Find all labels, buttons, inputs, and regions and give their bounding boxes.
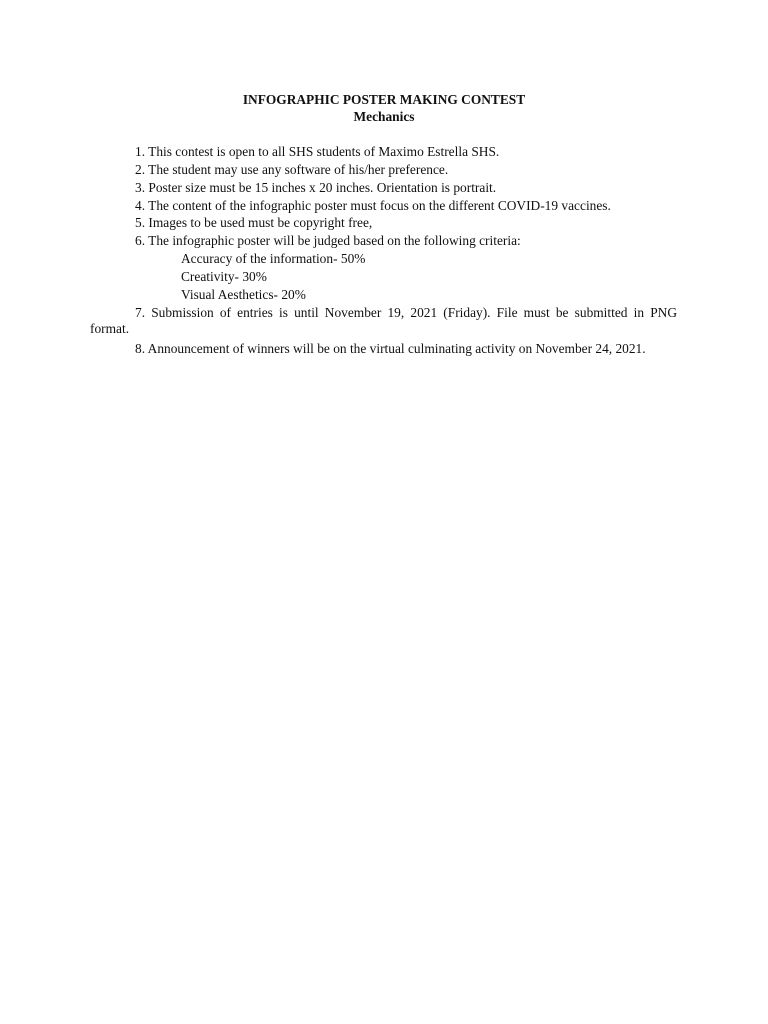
mechanics-item-8: 8. Announcement of winners will be on the virtual culminating activity on November 24, 2021.: [135, 341, 646, 356]
document-subtitle: Mechanics: [353, 109, 415, 124]
mechanics-item-6: 6. The infographic poster will be judged based on the following criteria:: [135, 233, 521, 248]
criteria-item-visual-aesthetics: Visual Aesthetics- 20%: [181, 287, 306, 302]
criteria-item-accuracy: Accuracy of the information- 50%: [181, 251, 366, 266]
criteria-item-creativity: Creativity- 30%: [181, 269, 267, 284]
mechanics-item-1: 1. This contest is open to all SHS students of Maximo Estrella SHS.: [135, 144, 500, 159]
mechanics-item-7: 7. Submission of entries is until November 19, 2021 (Friday). File must be submitted in PNG format.: [90, 305, 677, 336]
document-title: INFOGRAPHIC POSTER MAKING CONTEST: [242, 92, 526, 107]
mechanics-item-4: 4. The content of the infographic poster must focus on the different COVID-19 vaccines.: [135, 198, 611, 213]
mechanics-item-3: 3. Poster size must be 15 inches x 20 inches. Orientation is portrait.: [135, 180, 497, 195]
mechanics-item-5: 5. Images to be used must be copyright free,: [135, 215, 373, 230]
mechanics-item-2: 2. The student may use any software of his/her preference.: [135, 162, 449, 177]
